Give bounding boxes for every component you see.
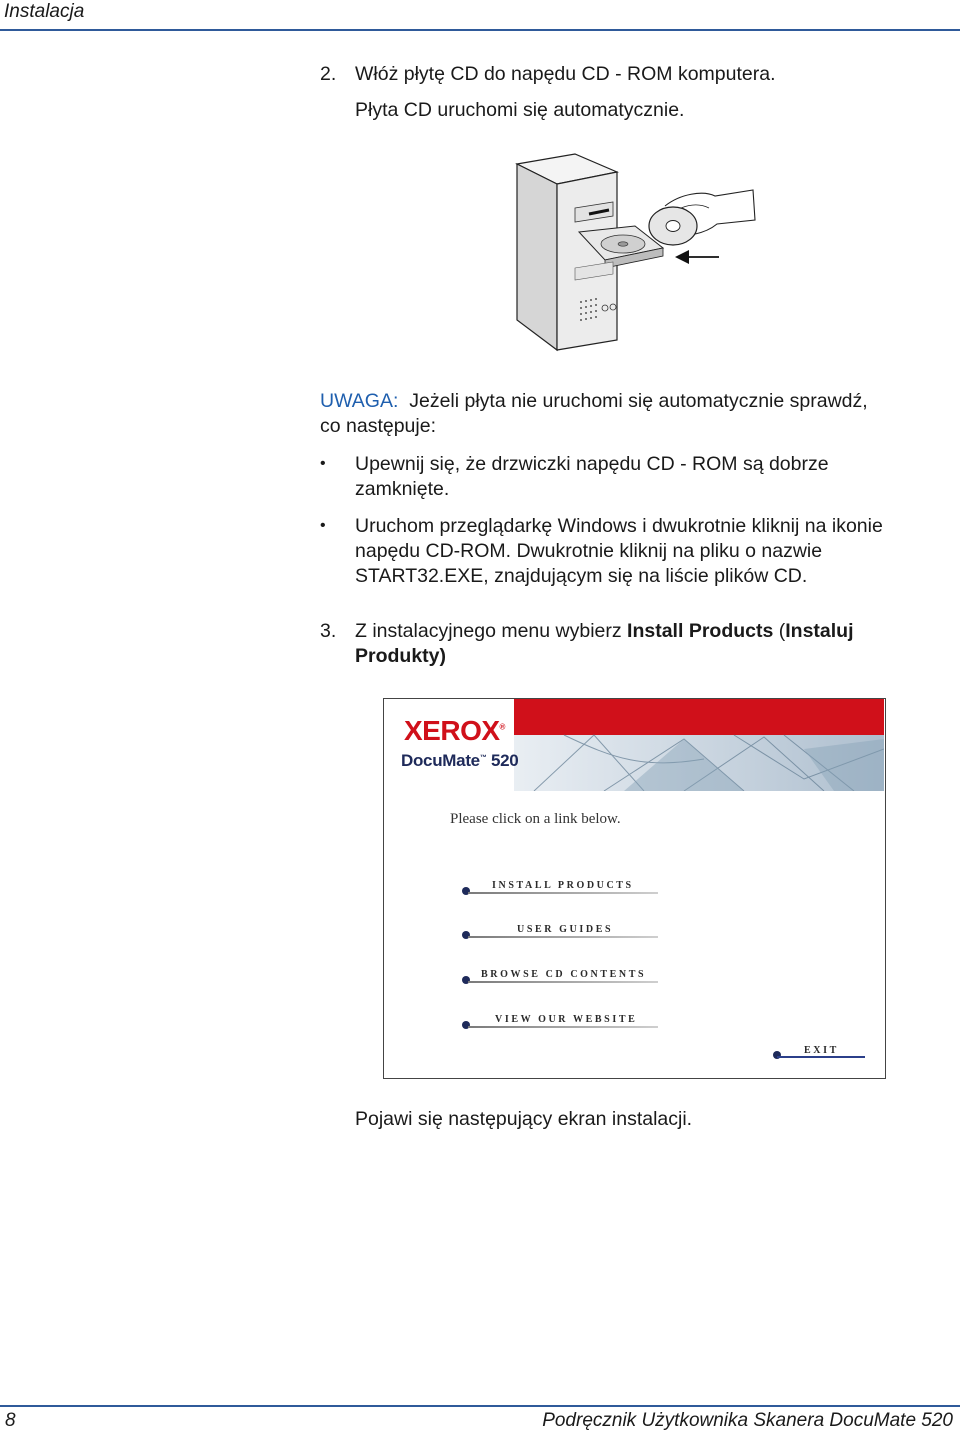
note-text-line-1: Jeżeli płyta nie uruchomi się automatycznie sprawdź, xyxy=(409,390,868,412)
page-header-title: Instalacja xyxy=(4,1,85,22)
step-2-line-2: Płyta CD uruchomi się automatycznie. xyxy=(355,99,685,121)
step-3-bold-instaluj: Instaluj xyxy=(785,620,854,642)
step-3-line-2 xyxy=(355,643,446,669)
footer-document-title: Podręcznik Użytkownika Skanera DocuMate 520 xyxy=(542,1410,953,1431)
bullet-1-line-1: Upewnij się, że drzwiczki napędu CD - ROM są dobrze xyxy=(355,453,829,475)
step-2-line-1: Włóż płytę CD do napędu CD - ROM komputera. xyxy=(355,63,776,85)
bullet-marker: • xyxy=(320,517,326,534)
user-guides-bullet-icon xyxy=(462,931,470,939)
step-3-bold-install-products: Install Products xyxy=(627,620,774,642)
step-3-text-before: Z instalacyjnego menu wybierz xyxy=(355,620,628,642)
step-3-number: 3. xyxy=(320,620,337,642)
documate-model: 520 xyxy=(490,751,519,770)
documate-logo-text: DocuMate xyxy=(401,751,480,770)
step-3-bold-produkty: Produkty) xyxy=(355,645,447,667)
xerox-installer-screenshot xyxy=(383,698,886,1079)
view-our-website-link[interactable]: VIEW OUR WEBSITE xyxy=(495,1014,638,1025)
view-website-underline xyxy=(468,1026,658,1028)
xerox-logo xyxy=(404,715,505,747)
pc-cd-insert-illustration xyxy=(505,150,765,355)
browse-cd-underline xyxy=(468,981,658,983)
view-website-bullet-icon xyxy=(462,1021,470,1029)
exit-link[interactable]: EXIT xyxy=(804,1045,839,1056)
documate-logo xyxy=(401,751,518,771)
browse-cd-contents-link[interactable]: BROWSE CD CONTENTS xyxy=(481,969,647,980)
user-guides-underline xyxy=(468,936,658,938)
documate-tm-mark: ™ xyxy=(479,754,487,762)
exit-underline xyxy=(777,1056,865,1058)
step-3-line-1 xyxy=(355,618,854,644)
footer-rule xyxy=(0,1405,960,1407)
exit-bullet-icon xyxy=(773,1051,781,1059)
xerox-registered-mark: ® xyxy=(499,722,505,732)
browse-cd-bullet-icon xyxy=(462,976,470,984)
bullet-2-line-2: napędu CD-ROM. Dwukrotnie kliknij na pliku o nazwie xyxy=(355,540,823,562)
after-screen-text: Pojawi się następujący ekran instalacji. xyxy=(355,1108,693,1130)
user-guides-link[interactable]: USER GUIDES xyxy=(517,924,614,935)
footer-page-number: 8 xyxy=(5,1410,16,1431)
step-2-number: 2. xyxy=(320,63,337,85)
step-3-text-mid: ( xyxy=(773,620,786,642)
install-products-bullet-icon xyxy=(462,887,470,895)
note-label: UWAGA: xyxy=(320,390,399,412)
install-products-link[interactable]: INSTALL PRODUCTS xyxy=(492,880,634,891)
install-products-underline xyxy=(468,892,658,894)
bullet-2-line-3: START32.EXE, znajdującym się na liście plików CD. xyxy=(355,565,808,587)
note-text-line-2: co następuje: xyxy=(320,415,437,437)
installer-prompt: Please click on a link below. xyxy=(450,811,621,827)
xerox-logo-text: XEROX xyxy=(404,715,500,746)
bullet-marker: • xyxy=(320,455,326,472)
bullet-2-line-1: Uruchom przeglądarkę Windows i dwukrotnie kliknij na ikonie xyxy=(355,515,883,537)
note-paragraph xyxy=(320,388,868,414)
bullet-1-line-2: zamknięte. xyxy=(355,478,450,500)
header-rule xyxy=(0,29,960,31)
